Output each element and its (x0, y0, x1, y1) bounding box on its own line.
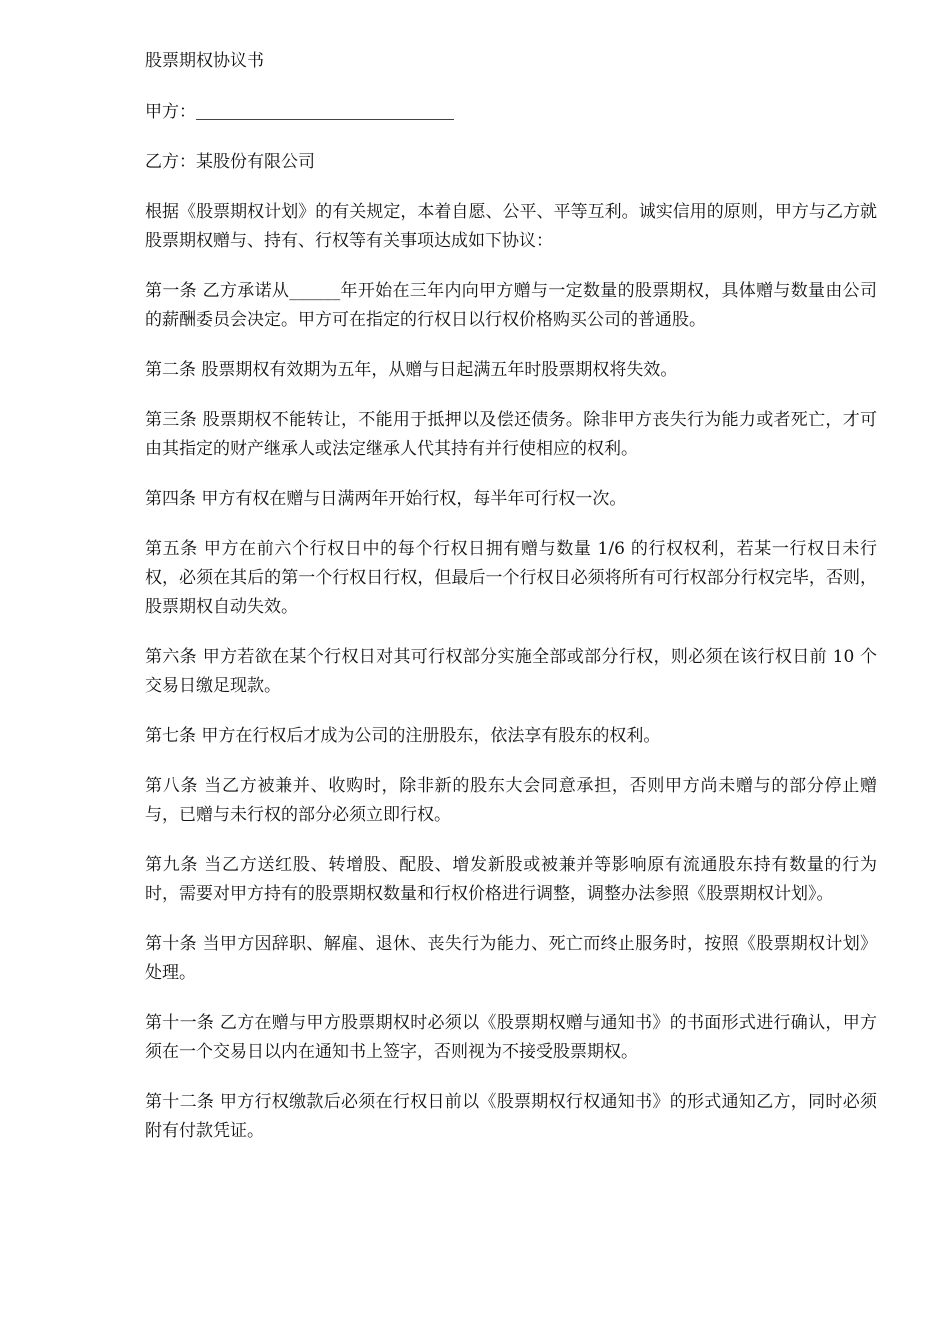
party-a-label: 甲方： (145, 102, 196, 122)
article-8: 第八条 当乙方被兼并、收购时，除非新的股东大会同意承担，否则甲方尚未赠与的部分停止赠与，已赠与未行权的部分必须立即行权。 (145, 776, 877, 825)
document-title: 股票期权协议书 (145, 51, 264, 71)
article-12: 第十二条 甲方行权缴款后必须在行权日前以《股票期权行权通知书》的形式通知乙方，同时必须附有付款凭证。 (145, 1092, 877, 1141)
party-b-line: 乙方：某股份有限公司 (145, 152, 315, 172)
party-a-line (145, 98, 877, 127)
article-2: 第二条 股票期权有效期为五年，从赠与日起满五年时股票期权将失效。 (145, 360, 678, 380)
article-10: 第十条 当甲方因辞职、解雇、退休、丧失行为能力、死亡而终止服务时，按照《股票期权计划》处理。 (145, 934, 877, 983)
article-7: 第七条 甲方在行权后才成为公司的注册股东，依法享有股东的权利。 (145, 726, 661, 746)
article-1: 第一条 乙方承诺从______年开始在三年内向甲方赠与一定数量的股票期权，具体赠与数量由公司的薪酬委员会决定。甲方可在指定的行权日以行权价格购买公司的普通股。 (145, 281, 877, 330)
party-a-blank (196, 101, 454, 120)
article-5: 第五条 甲方在前六个行权日中的每个行权日拥有赠与数量 1/6 的行权权利，若某一行权日未行权，必须在其后的第一个行权日行权，但最后一个行权日必须将所有可行权部分行权完毕，否则，股票期权自动失效。 (145, 539, 877, 617)
article-6: 第六条 甲方若欲在某个行权日对其可行权部分实施全部或部分行权，则必须在该行权日前 10 个交易日缴足现款。 (145, 647, 877, 696)
preamble-paragraph: 根据《股票期权计划》的有关规定，本着自愿、公平、平等互利。诚实信用的原则，甲方与乙方就股票期权赠与、持有、行权等有关事项达成如下协议： (145, 202, 877, 251)
document-body (145, 47, 877, 1167)
article-4: 第四条 甲方有权在赠与日满两年开始行权，每半年可行权一次。 (145, 489, 627, 509)
article-3: 第三条 股票期权不能转让，不能用于抵押以及偿还债务。除非甲方丧失行为能力或者死亡，才可由其指定的财产继承人或法定继承人代其持有并行使相应的权利。 (145, 410, 877, 459)
article-9: 第九条 当乙方送红股、转增股、配股、增发新股或被兼并等影响原有流通股东持有数量的行为时，需要对甲方持有的股票期权数量和行权价格进行调整，调整办法参照《股票期权计划》。 (145, 855, 877, 904)
article-11: 第十一条 乙方在赠与甲方股票期权时必须以《股票期权赠与通知书》的书面形式进行确认，甲方须在一个交易日以内在通知书上签字，否则视为不接受股票期权。 (145, 1013, 877, 1062)
